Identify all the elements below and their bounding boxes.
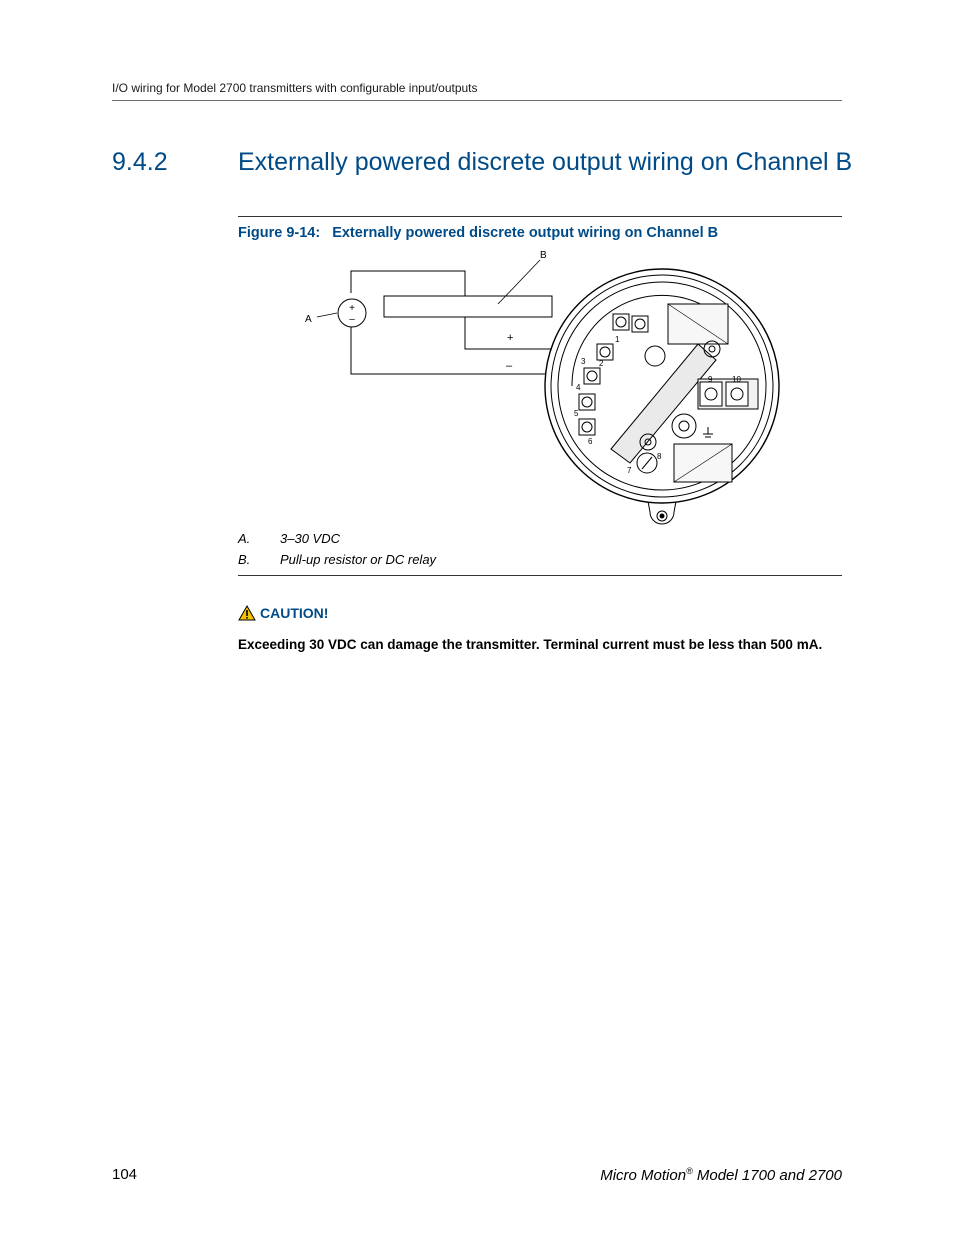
footer-title (600, 1166, 842, 1184)
header-rule (112, 100, 842, 101)
caution-label: CAUTION! (260, 605, 329, 621)
warning-triangle-icon (238, 605, 256, 621)
terminal-minus-label: – (506, 360, 513, 372)
terminal-label: 8 (657, 452, 662, 461)
terminal-label: 5 (574, 409, 579, 418)
legend-key: B. (238, 552, 251, 567)
footer-title-prefix: Micro Motion (600, 1167, 687, 1184)
registered-mark: ® (686, 1166, 693, 1176)
figure-legend (238, 531, 842, 573)
page-number: 104 (112, 1166, 138, 1183)
figure-rule-bottom (238, 575, 842, 576)
figure-caption (238, 225, 718, 241)
power-supply-symbol (338, 299, 366, 327)
legend-key: A. (238, 531, 251, 546)
supply-minus-label: – (349, 314, 355, 325)
callout-a-leader (317, 313, 337, 317)
running-header: I/O wiring for Model 2700 transmitters with configurable input/outputs (112, 81, 478, 95)
footer-title-suffix: Model 1700 and 2700 (692, 1167, 842, 1184)
callout-b: B (540, 250, 547, 261)
legend-text: Pull-up resistor or DC relay (280, 552, 437, 567)
wiring-loop (351, 271, 576, 374)
terminal-label: 2 (599, 359, 604, 368)
legend-item (238, 552, 842, 573)
terminal-label: 1 (615, 335, 620, 344)
terminal-label: 3 (581, 357, 586, 366)
wiring-diagram (238, 244, 842, 529)
resistor-relay-box (384, 296, 552, 317)
terminal-plus-label: + (507, 332, 514, 344)
terminal-label: 4 (576, 383, 581, 392)
legend-text: 3–30 VDC (280, 531, 340, 546)
figure-rule-top (238, 216, 842, 217)
callout-a: A (305, 314, 312, 325)
supply-plus-label: + (349, 303, 355, 314)
figure-title: Externally powered discrete output wiring on Channel B (332, 225, 719, 241)
legend-item (238, 531, 842, 552)
terminal-label: 6 (588, 437, 593, 446)
caution-heading (238, 605, 328, 621)
terminal-label: 9 (708, 375, 713, 384)
section-title: Externally powered discrete output wiring on Channel B (238, 148, 853, 176)
caution-text: Exceeding 30 VDC can damage the transmitter. Terminal current must be less than 500 mA. (238, 637, 823, 652)
figure-number: Figure 9-14: (238, 225, 321, 241)
terminal-label: 10 (732, 375, 741, 384)
section-number: 9.4.2 (112, 148, 168, 176)
terminal-label: 7 (627, 466, 632, 475)
